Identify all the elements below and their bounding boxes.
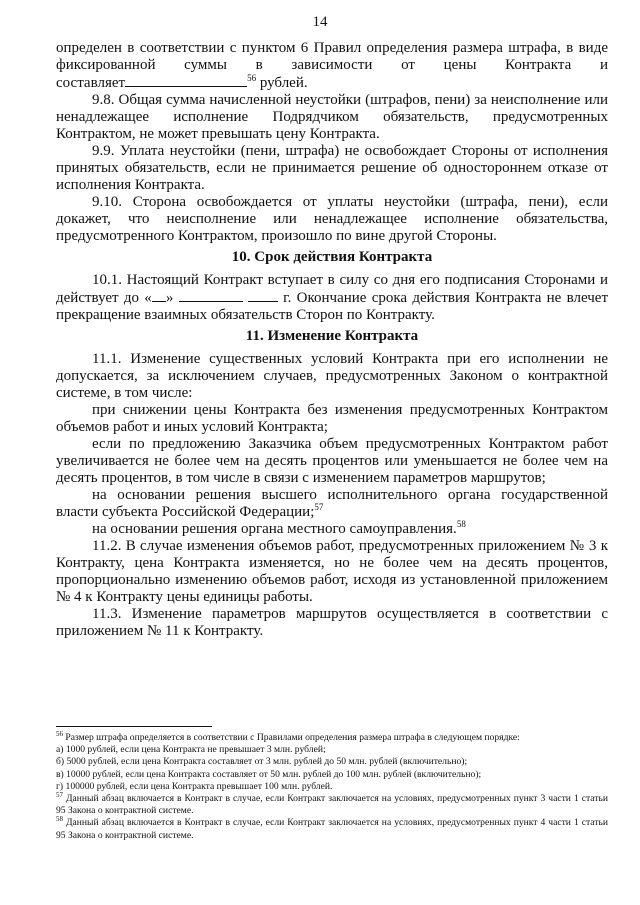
footnote-marker-58: 58 xyxy=(56,815,63,824)
paragraph-fine-amount xyxy=(56,74,608,92)
list-item-price-reduction: при снижении цены Контракта без изменения предусмотренных Контрактом объемов работ и иных условий Контракта; xyxy=(56,402,608,435)
clause-10-1 xyxy=(56,272,608,324)
footnote-marker-56: 56 xyxy=(56,729,63,738)
footnote-56-item-g: г) 100000 рублей, если цена Контракта превышает 100 млн. рублей. xyxy=(56,780,333,792)
footnote-58-text: Данный абзац включается в Контракт в случае, если Контракт заключается на условиях, предусмотренных пункт 4 части 1 статьи 95 Закона о контрактной системе. xyxy=(56,817,608,841)
list-item-local-decision xyxy=(56,521,608,538)
clause-9-10: 9.10. Сторона освобождается от уплаты неустойки (штрафа, пени), если докажет, что неисполнение или ненадлежащее исполнение обязательства, предусмотренного Контрактом, произошло по вине другой Стороны. xyxy=(56,194,608,244)
list-item-regional-decision xyxy=(56,487,608,521)
section-11-heading: 11. Изменение Контракта xyxy=(245,328,419,344)
regional-decision-text: на основании решения высшего исполнительного органа государственной власти субъекта Российской Федерации; xyxy=(56,487,608,520)
month-blank[interactable] xyxy=(179,289,243,302)
clause-10-1-quote: » xyxy=(165,290,174,306)
local-decision-text: на основании решения органа местного самоуправления. xyxy=(92,521,457,537)
footnote-56-item-v: в) 10000 рублей, если цена Контракта составляет от 50 млн. рублей до 100 млн. рублей (включительно); xyxy=(56,768,482,780)
contract-body xyxy=(56,40,608,640)
footnote-57 xyxy=(56,790,608,817)
fine-amount-unit: рублей. xyxy=(256,75,308,91)
section-10-heading: 10. Срок действия Контракта xyxy=(231,249,433,265)
footnote-ref-56[interactable]: 56 xyxy=(247,73,257,83)
footnote-56-item-a: а) 1000 рублей, если цена Контракта не превышает 3 млн. рублей; xyxy=(56,744,326,756)
year-blank[interactable] xyxy=(248,289,278,302)
list-item-volume-change: если по предложению Заказчика объем предусмотренных Контрактом работ увеличивается не более чем на десять процентов или уменьшается не более чем на десять процентов, в том числе в связи с изменением параметров маршрутов; xyxy=(56,436,608,486)
clause-9-8: 9.8. Общая сумма начисленной неустойки (штрафов, пени) за неисполнение или ненадлежащее исполнение Подрядчиком обязательств, предусмотренных Контрактом, не может превышать цену Контракта. xyxy=(56,92,608,142)
clause-11-1: 11.1. Изменение существенных условий Контракта при его исполнении не допускается, за исключением случаев, предусмотренных Законом о контрактной системе, в том числе: xyxy=(56,351,608,401)
clause-11-2: 11.2. В случае изменения объемов работ, предусмотренных приложением № 3 к Контракту, цена Контракта изменяется, но не более чем на десять процентов, пропорционально изменению объемов работ, исходя из установленной приложением № 4 к Контракту цены единицы работы. xyxy=(56,538,608,605)
footnote-marker-57: 57 xyxy=(56,790,63,799)
footnote-divider xyxy=(56,726,212,727)
fine-amount-blank[interactable] xyxy=(125,74,247,87)
footnote-58 xyxy=(56,817,608,841)
clause-9-9: 9.9. Уплата неустойки (пени, штрафа) не освобождает Стороны от исполнения принятых обязательств, если не принимается решение об одностороннем отказе от исполнения Контракта. xyxy=(56,143,608,193)
paragraph-continuation: определен в соответствии с пунктом 6 Правил определения размера штрафа, в виде фиксированной суммы в зависимости от цены Контракта и xyxy=(56,40,608,73)
day-blank[interactable] xyxy=(152,289,166,302)
page-number: 14 xyxy=(312,14,328,30)
clause-10-1-start: 10.1. Настоящий Контракт вступает в силу со дня его подписания Сторонами и действует до « xyxy=(56,272,608,306)
footnote-ref-58[interactable]: 58 xyxy=(456,519,466,529)
footnote-56-text: Размер штрафа определяется в соответствии с Правилами определения размера штрафа в следующем порядке: xyxy=(63,732,520,743)
footnote-57-text: Данный абзац включается в Контракт в случае, если Контракт заключается на условиях, предусмотренных пункт 3 части 1 статьи 95 Закона о контрактной системе. xyxy=(56,793,608,817)
footnote-ref-57[interactable]: 57 xyxy=(314,502,324,512)
footnotes-area xyxy=(56,726,608,842)
clause-10-1-end: г. Окончание срока действия Контракта не влечет прекращение взаимных обязательств Сторон по Контракту. xyxy=(56,290,609,323)
fine-amount-label: составляет xyxy=(56,75,126,91)
footnote-56 xyxy=(56,729,608,744)
clause-11-3: 11.3. Изменение параметров маршрутов осуществляется в соответствии с приложением № 11 к Контракту. xyxy=(56,606,608,639)
footnote-56-item-b: б) 5000 рублей, если цена Контракта составляет от 3 млн. рублей до 50 млн. рублей (включительно); xyxy=(56,756,468,768)
